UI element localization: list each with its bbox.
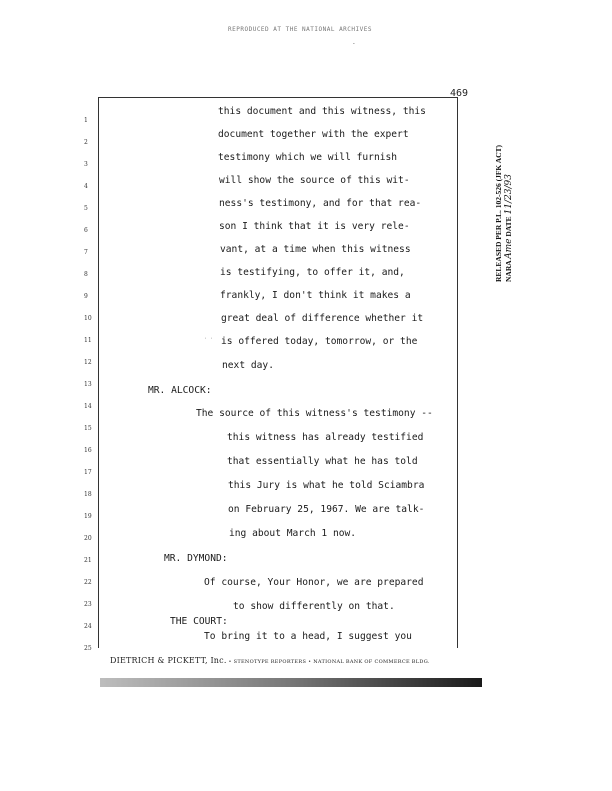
line-number: 7: [84, 249, 88, 256]
release-stamp: [494, 144, 514, 292]
line-number: 2: [84, 139, 88, 146]
transcript-line: The source of this witness's testimony --: [196, 408, 433, 419]
page-number: 469: [450, 88, 469, 99]
transcript-line: this Jury is what he told Sciambra: [228, 480, 425, 491]
line-number: 23: [84, 601, 92, 608]
nara-signature: Ame: [504, 238, 514, 259]
transcript-line: next day.: [222, 360, 274, 371]
line-number: 14: [84, 403, 92, 410]
transcript-line: great deal of difference whether it: [221, 313, 424, 324]
speaker-label: MR. ALCOCK:: [148, 385, 212, 396]
line-number: 15: [84, 425, 92, 432]
transcript-line: document together with the expert: [218, 129, 409, 140]
bottom-rule: [100, 678, 482, 687]
reporter-firm: DIETRICH & PICKETT, Inc.: [110, 656, 227, 665]
line-number: 19: [84, 513, 92, 520]
line-number: 13: [84, 381, 92, 388]
line-number: 24: [84, 623, 92, 630]
archives-stamp: REPRODUCED AT THE NATIONAL ARCHIVES: [228, 26, 372, 33]
transcript-line: ness's testimony, and for that rea-: [219, 198, 422, 209]
transcript-line: is testifying, to offer it, and,: [220, 267, 405, 278]
speaker-label: MR. DYMOND:: [164, 553, 228, 564]
transcript-line: vant, at a time when this witness: [220, 244, 411, 255]
reporter-details: • STENOTYPE REPORTERS • NATIONAL BANK OF COMMERCE BLDG.: [226, 659, 430, 665]
line-number: 20: [84, 535, 92, 542]
line-number: 22: [84, 579, 92, 586]
transcript-line: To bring it to a head, I suggest you: [204, 631, 412, 642]
transcript-line: ing about March 1 now.: [229, 528, 357, 539]
line-number: 1: [84, 117, 88, 124]
line-number: 18: [84, 491, 92, 498]
transcript-line: to show differently on that.: [233, 601, 395, 612]
speaker-label: THE COURT:: [170, 616, 228, 627]
transcript-line: is offered today, tomorrow, or the: [221, 336, 418, 347]
transcript-line: that essentially what he has told: [227, 456, 418, 467]
transcript-line: testimony which we will furnish: [218, 152, 398, 163]
transcript-line: will show the source of this wit-: [219, 175, 410, 186]
header-dash: -: [352, 40, 356, 47]
transcript-line: son I think that it is very rele-: [219, 221, 410, 232]
transcript-line: on February 25, 1967. We are talk-: [228, 504, 425, 515]
line-number: 10: [84, 315, 92, 322]
release-date: 11/23/93: [504, 174, 514, 215]
date-label: DATE: [504, 214, 513, 239]
line-number: 11: [84, 337, 92, 344]
transcript-line: frankly, I don't think it makes a: [220, 290, 411, 301]
line-number: 3: [84, 161, 88, 168]
line-number: 16: [84, 447, 92, 454]
line-number: 5: [84, 205, 88, 212]
line-number: 12: [84, 359, 92, 366]
stray-mark: · ·: [204, 336, 214, 342]
line-number: 9: [84, 293, 88, 300]
line-number: 25: [84, 645, 92, 652]
line-number: 6: [84, 227, 88, 234]
line-number: 21: [84, 557, 92, 564]
line-number: 4: [84, 183, 88, 190]
reporter-footer: [110, 648, 430, 667]
line-number: 8: [84, 271, 88, 278]
transcript-line: this document and this witness, this: [218, 106, 426, 117]
transcript-line: Of course, Your Honor, we are prepared: [204, 577, 424, 588]
release-nara-line: [504, 145, 514, 282]
release-line: RELEASED PER P.L. 102-526 (JFK ACT): [494, 144, 503, 282]
transcript-line: this witness has already testified: [227, 432, 424, 443]
line-number: 17: [84, 469, 92, 476]
nara-label: NARA: [504, 258, 513, 282]
